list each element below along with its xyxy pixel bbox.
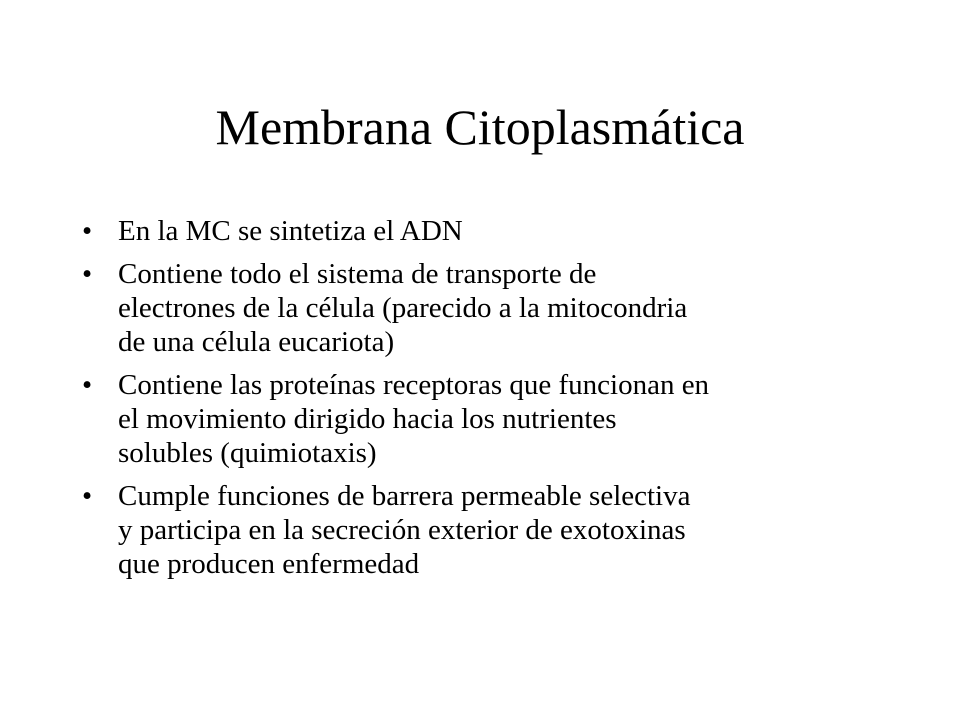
- bullet-text-line: En la MC se sintetiza el ADN: [118, 215, 463, 247]
- slide-title: Membrana Citoplasmática: [215, 99, 745, 155]
- bullet-dot-icon: •: [82, 480, 93, 512]
- bullet-list: [82, 214, 882, 590]
- bullet-text-line: el movimiento dirigido hacia los nutrientes: [118, 403, 617, 435]
- bullet-text-line: que producen enfermedad: [118, 548, 420, 580]
- bullet-text-line: Contiene todo el sistema de transporte de: [118, 258, 597, 290]
- bullet-item: [82, 368, 882, 470]
- bullet-dot-icon: •: [82, 258, 93, 290]
- bullet-item: [82, 257, 882, 359]
- bullet-text-line: electrones de la célula (parecido a la mitocondria: [118, 292, 688, 324]
- bullet-text-line: de una célula eucariota): [118, 326, 395, 358]
- bullet-dot-icon: •: [82, 215, 93, 247]
- bullet-text-line: Contiene las proteínas receptoras que funcionan en: [118, 369, 710, 401]
- bullet-item: [82, 479, 882, 581]
- bullet-item: [82, 214, 882, 248]
- bullet-dot-icon: •: [82, 369, 93, 401]
- bullet-text-line: solubles (quimiotaxis): [118, 437, 377, 469]
- bullet-text-line: Cumple funciones de barrera permeable selectiva: [118, 480, 691, 512]
- bullet-text-line: y participa en la secreción exterior de exotoxinas: [118, 514, 686, 546]
